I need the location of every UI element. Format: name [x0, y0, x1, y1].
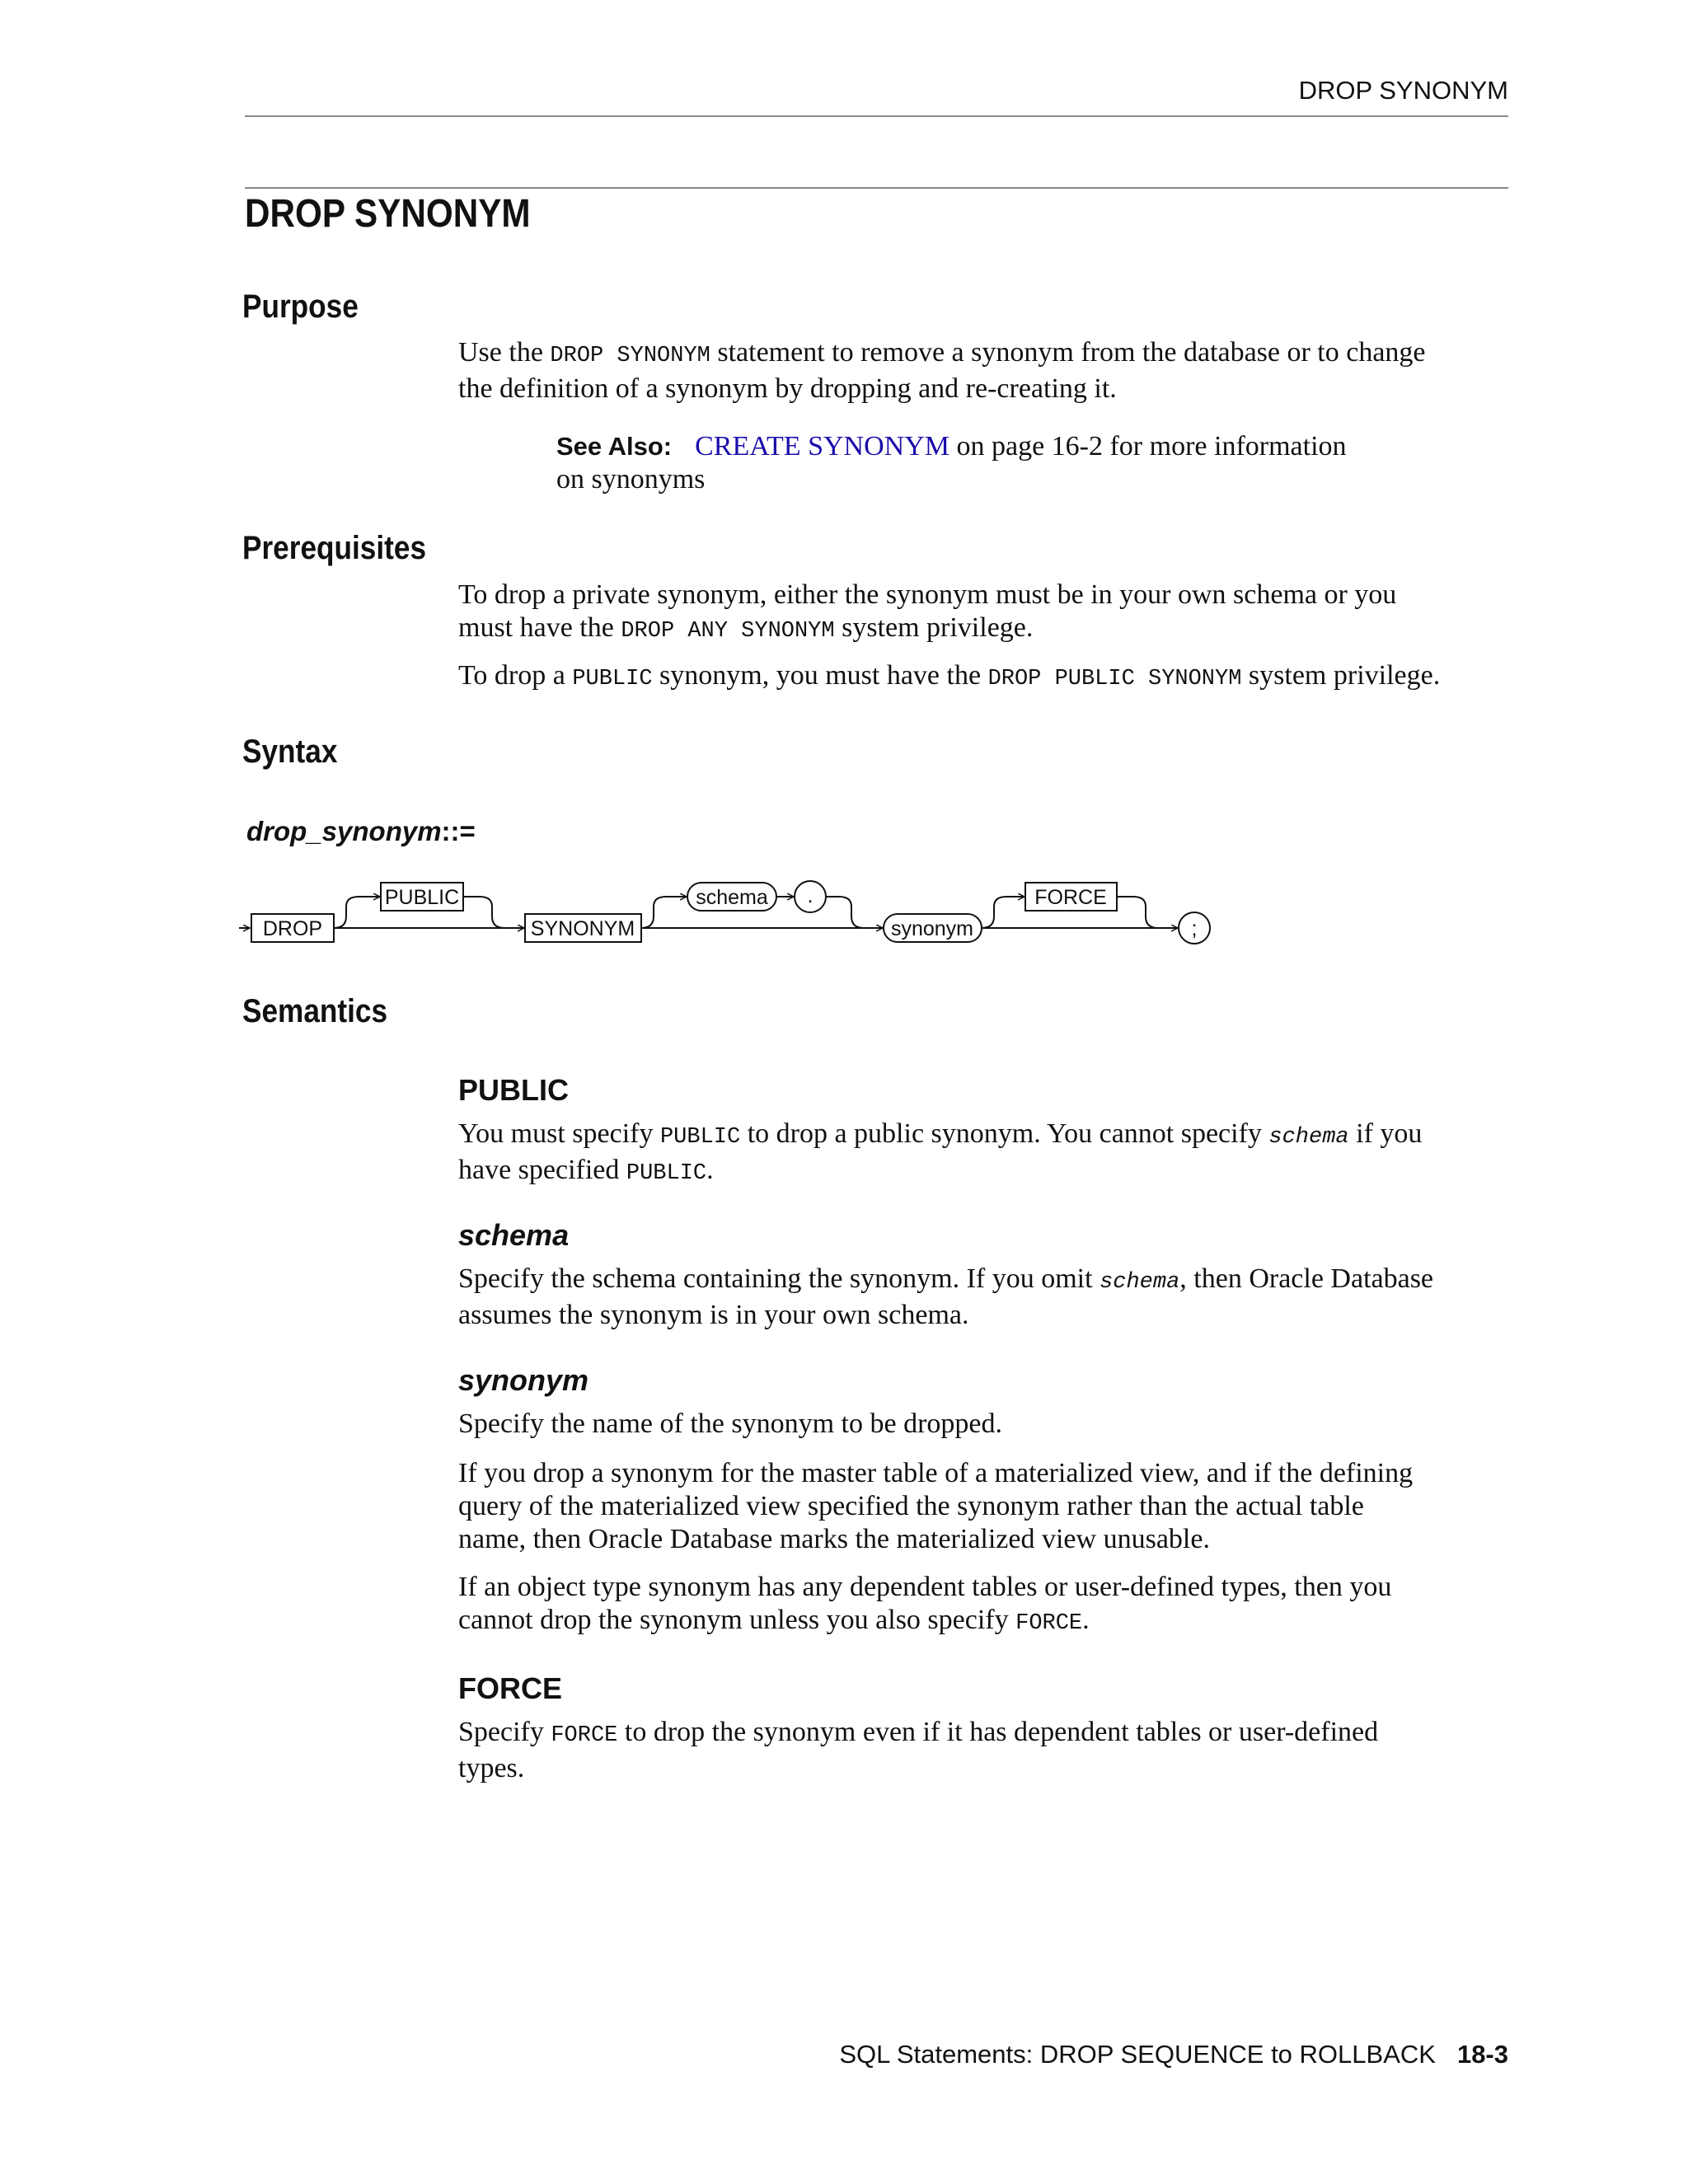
prerequisites-paragraph-2: To drop a PUBLIC synonym, you must have the DROP PUBLIC SYNONYM system privilege.: [458, 660, 1441, 691]
railroad-diagram: [239, 864, 1228, 954]
schema-heading: schema: [458, 1218, 570, 1252]
create-synonym-link[interactable]: CREATE SYNONYM: [695, 431, 950, 462]
syntax-heading: Syntax: [242, 733, 338, 770]
syntax-token-synonym: synonym: [890, 917, 974, 940]
see-also-label: See Also:: [556, 432, 673, 461]
syntax-token-dot: .: [807, 884, 814, 907]
synonym-paragraph-2: If you drop a synonym for the master table of a materialized view, and if the defining query of the materialized view specified the synonym rather than the actual table name, then Oracle Database marks the materialized view unusable.: [458, 1458, 1414, 1554]
syntax-token-synonym-keyword: SYNONYM: [530, 917, 635, 940]
public-paragraph: You must specify PUBLIC to drop a public synonym. You cannot specify schema if you have specified PUBLIC.: [458, 1118, 1423, 1186]
syntax-token-public: PUBLIC: [384, 886, 460, 909]
footer-title: SQL Statements: DROP SEQUENCE to ROLLBACK: [839, 2040, 1436, 2069]
syntax-token-force: FORCE: [1034, 886, 1107, 909]
synonym-paragraph-3: If an object type synonym has any dependent tables or user-defined types, then you cannot drop the synonym unless you also specify FORCE.: [458, 1572, 1392, 1636]
page-number: 18-3: [1456, 2040, 1508, 2069]
syntax-token-semicolon: ;: [1191, 917, 1198, 940]
syntax-token-schema: schema: [696, 886, 768, 909]
title-rule: [245, 187, 1508, 189]
page-title: DROP SYNONYM: [245, 192, 531, 236]
semantics-heading: Semantics: [242, 993, 388, 1029]
purpose-paragraph: Use the DROP SYNONYM statement to remove a synonym from the database or to change the definition of a synonym by dropping and re-creating it.: [458, 337, 1426, 404]
syntax-token-drop: DROP: [262, 917, 323, 940]
public-heading: PUBLIC: [458, 1073, 569, 1107]
force-paragraph: Specify FORCE to drop the synonym even if it has dependent tables or user-defined types.: [458, 1717, 1379, 1783]
purpose-heading: Purpose: [242, 288, 359, 325]
header-rule: [245, 115, 1508, 117]
synonym-paragraph-1: Specify the name of the synonym to be dropped.: [458, 1408, 1003, 1439]
prerequisites-paragraph-1: To drop a private synonym, either the synonym must be in your own schema or you must have the DROP ANY SYNONYM system privilege.: [458, 579, 1397, 644]
page-footer: [824, 2040, 1508, 2069]
synonym-heading: synonym: [458, 1363, 589, 1397]
syntax-rule-label: drop_synonym::=: [246, 816, 476, 846]
force-heading: FORCE: [458, 1671, 562, 1705]
running-header: DROP SYNONYM: [1298, 76, 1508, 105]
schema-paragraph: Specify the schema containing the synonym. If you omit schema, then Oracle Database assumes the synonym is in your own schema.: [458, 1263, 1434, 1330]
prerequisites-heading: Prerequisites: [242, 530, 427, 566]
see-also-note: See Also: CREATE SYNONYM on page 16-2 for more information on synonyms: [556, 431, 1347, 494]
